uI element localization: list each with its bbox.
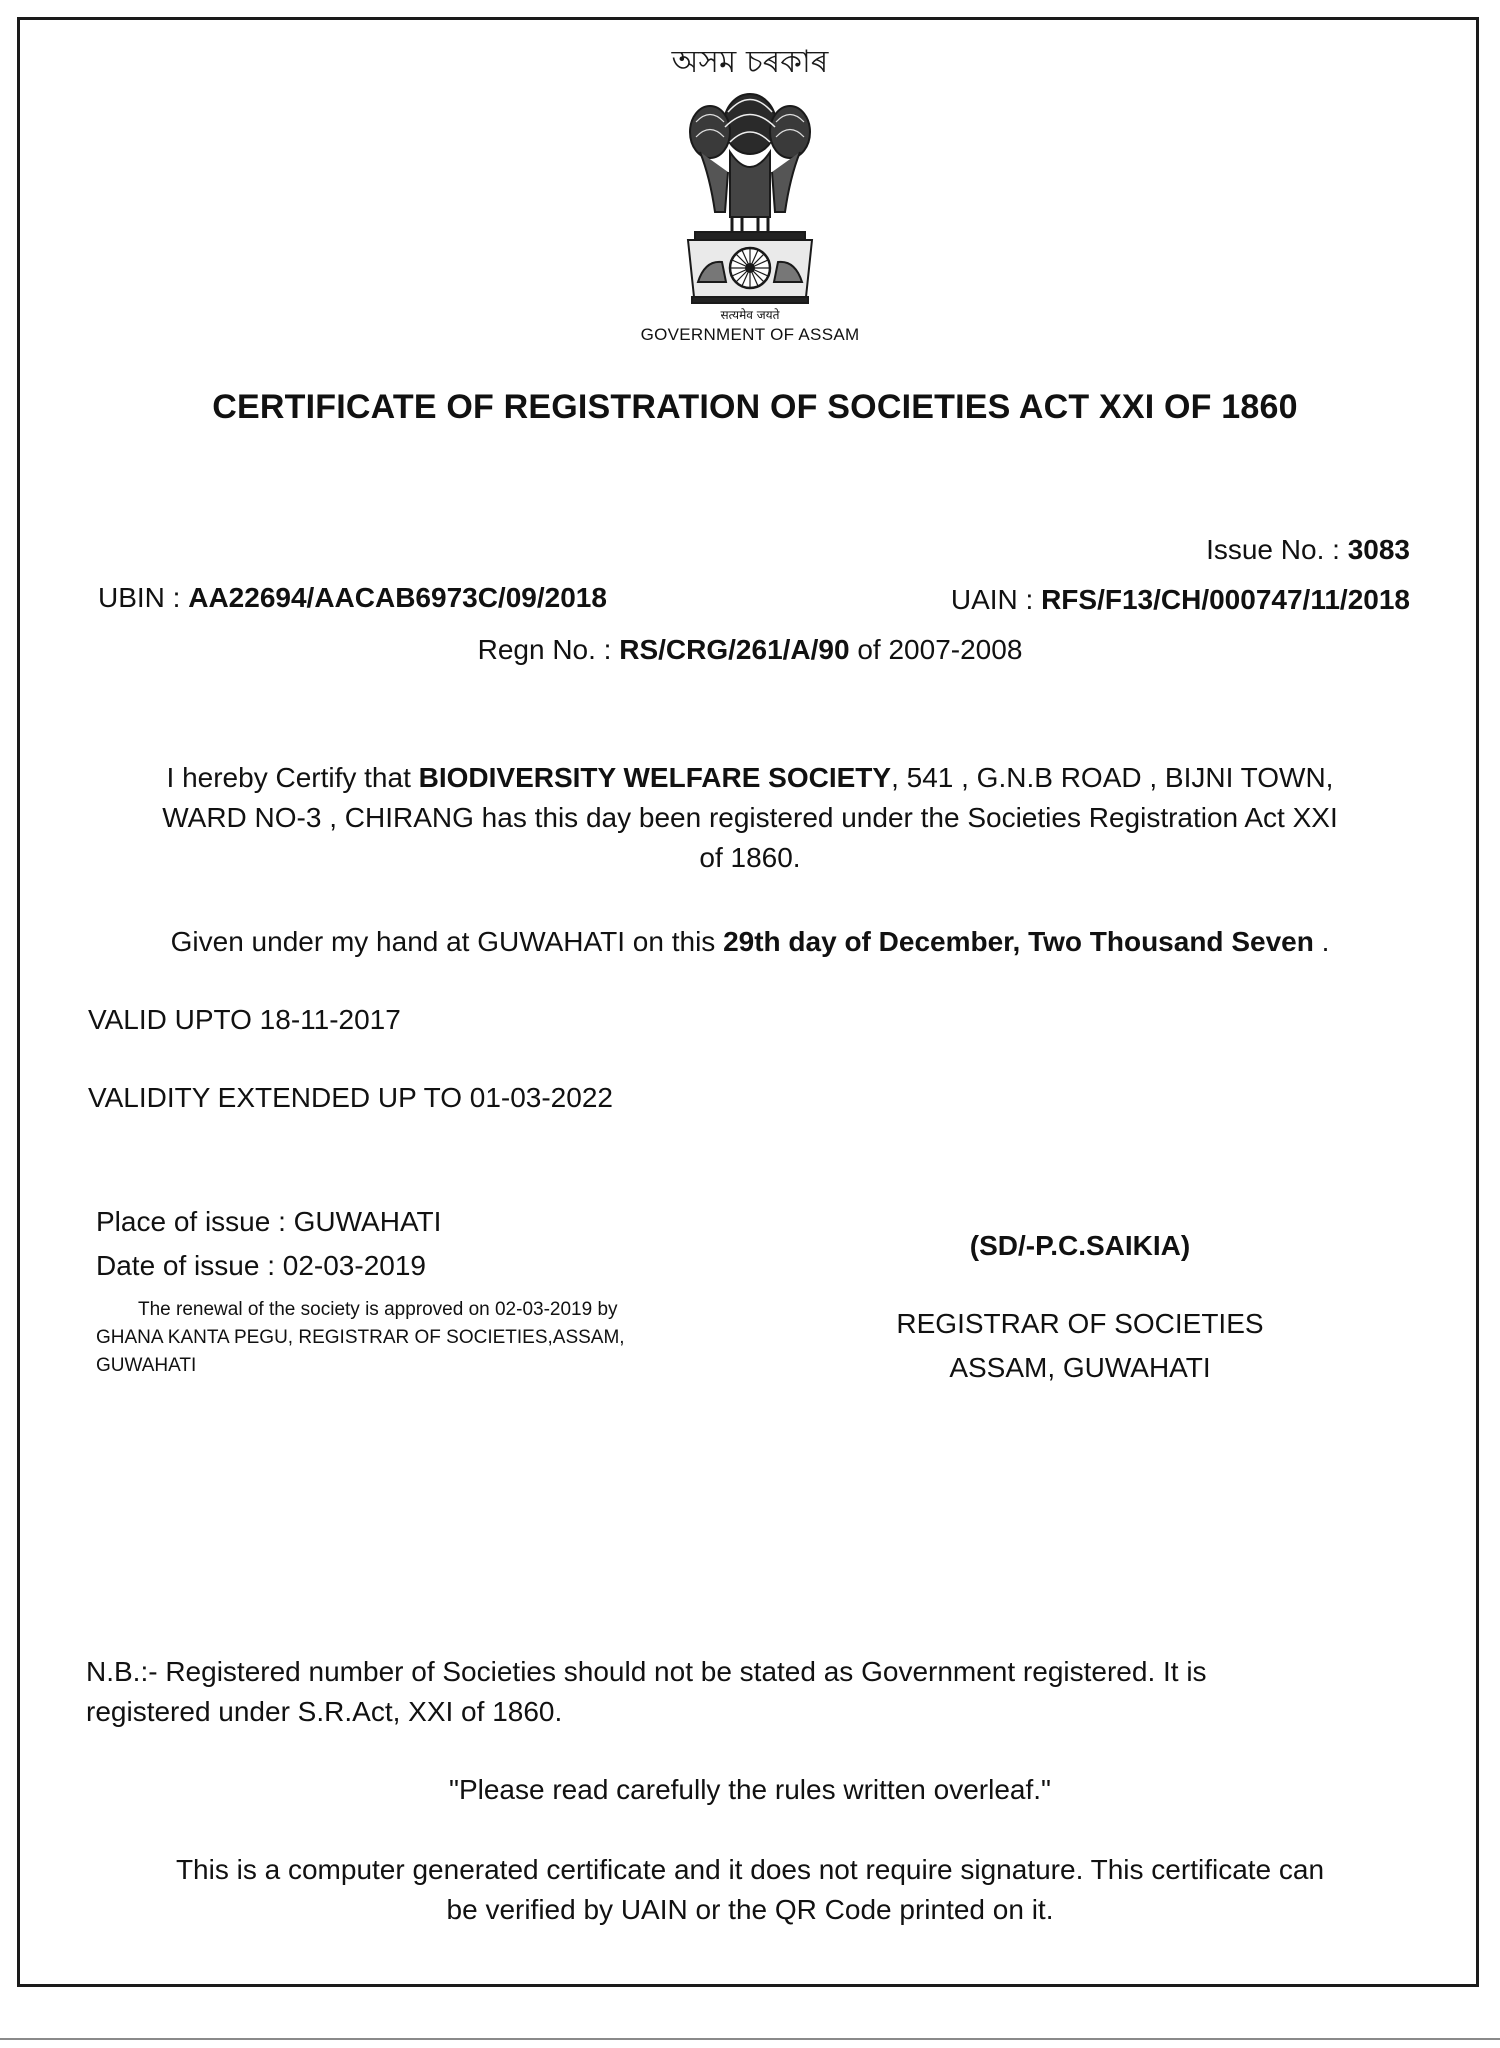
- renewal-note: [96, 1296, 796, 1380]
- certify-line1-rest: , 541 , G.N.B ROAD , BIJNI TOWN,: [891, 762, 1334, 793]
- certify-line-3: of 1860.: [699, 842, 801, 873]
- renewal-line-3: GUWAHATI: [96, 1355, 197, 1376]
- date-of-issue: Date of issue : 02-03-2019: [96, 1250, 426, 1281]
- government-label: GOVERNMENT OF ASSAM: [640, 325, 860, 344]
- computer-line-1: This is a computer generated certificate and it does not require signature. This certificate can: [175, 1854, 1325, 1885]
- given-date: 29th day of December, Two Thousand Seven: [723, 926, 1314, 957]
- renewal-line-2: GHANA KANTA PEGU, REGISTRAR OF SOCIETIES,ASSAM,: [96, 1327, 625, 1348]
- ubin-value: AA22694/AACAB6973C/09/2018: [188, 582, 607, 613]
- computer-line-2: be verified by UAIN or the QR Code printed on it.: [446, 1894, 1054, 1925]
- certificate-title: CERTIFICATE OF REGISTRATION OF SOCIETIES ACT XXI OF 1860: [212, 388, 1298, 426]
- motto: सत्यमेव जयते: [720, 308, 780, 322]
- nb-line-1: N.B.:- Registered number of Societies should not be stated as Government registered. It is: [86, 1656, 1207, 1687]
- validity-extended: VALIDITY EXTENDED UP TO 01-03-2022: [88, 1082, 613, 1113]
- registrar-designation: REGISTRAR OF SOCIETIES: [896, 1308, 1264, 1339]
- uain: [951, 580, 1410, 620]
- assamese-header: অসম চৰকাৰ: [671, 44, 829, 80]
- computer-generated-note: [60, 1850, 1440, 1930]
- valid-upto: VALID UPTO 18-11-2017: [88, 1004, 401, 1035]
- certify-line-2: WARD NO-3 , CHIRANG has this day been registered under the Societies Registration Act XXI: [162, 802, 1338, 833]
- signature: (SD/-P.C.SAIKIA): [969, 1230, 1191, 1261]
- given-prefix: Given under my hand at GUWAHATI on this: [170, 926, 724, 957]
- regn-label: Regn No. :: [477, 634, 620, 665]
- certify-line-1: [80, 758, 1420, 798]
- read-overleaf: "Please read carefully the rules written overleaf.": [449, 1774, 1051, 1805]
- uain-value: RFS/F13/CH/000747/11/2018: [1041, 584, 1410, 615]
- registration-number: [0, 630, 1500, 670]
- given-suffix: .: [1313, 926, 1330, 957]
- issue-value: 3083: [1347, 534, 1410, 565]
- issue-number: [1206, 530, 1410, 570]
- ubin: [98, 578, 607, 618]
- uain-label: UAIN :: [950, 584, 1042, 615]
- regn-suffix: of 2007-2008: [849, 634, 1023, 665]
- scan-edge-line: [0, 2038, 1500, 2040]
- renewal-line-1: The renewal of the society is approved on 02-03-2019 by: [138, 1299, 618, 1320]
- given-under-hand: [0, 922, 1500, 962]
- issue-label: Issue No. :: [1206, 534, 1348, 565]
- ubin-label: UBIN :: [98, 582, 189, 613]
- place-of-issue: Place of issue : GUWAHATI: [96, 1206, 442, 1237]
- registrar-location: ASSAM, GUWAHATI: [949, 1352, 1211, 1383]
- nb-note: [86, 1652, 1416, 1732]
- ashoka-emblem-icon: [670, 82, 830, 312]
- society-name: BIODIVERSITY WELFARE SOCIETY: [418, 762, 892, 793]
- certify-paragraph: [80, 758, 1420, 878]
- nb-line-2: registered under S.R.Act, XXI of 1860.: [86, 1696, 563, 1727]
- certify-prefix: I hereby Certify that: [166, 762, 419, 793]
- regn-value: RS/CRG/261/A/90: [619, 634, 850, 665]
